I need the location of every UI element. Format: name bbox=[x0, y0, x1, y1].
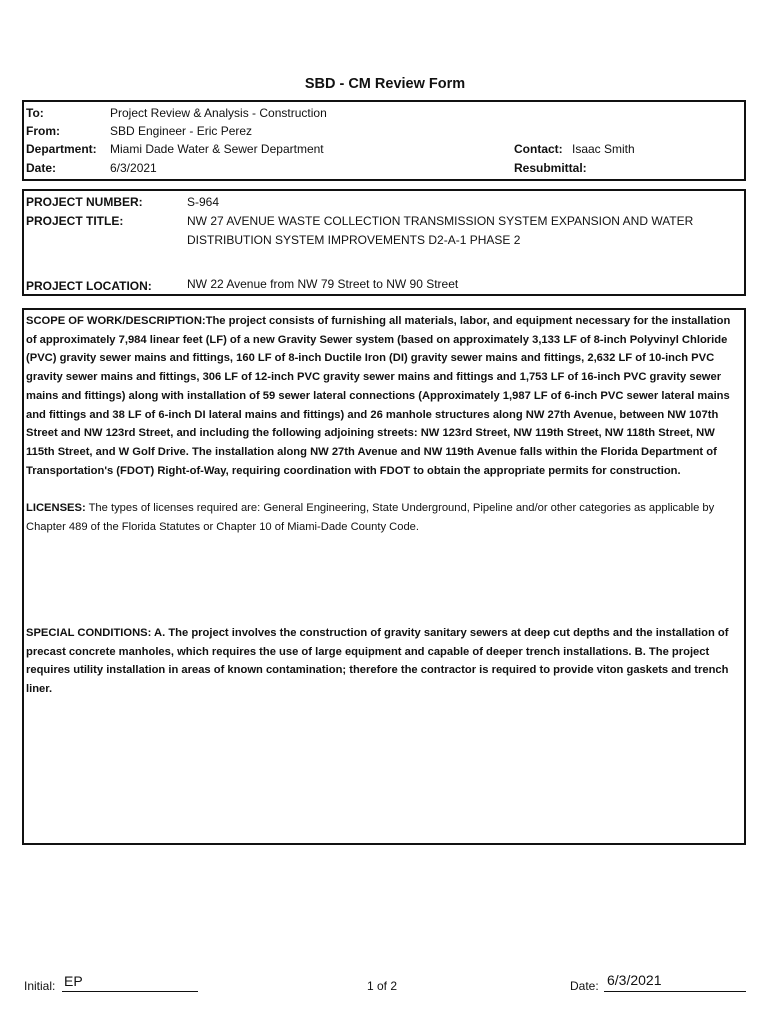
project-title-line1: NW 27 AVENUE WASTE COLLECTION TRANSMISSION SYSTEM EXPANSION AND WATER bbox=[187, 214, 694, 228]
special-conditions-paragraph bbox=[26, 624, 743, 699]
scope-text: The project consists of furnishing all materials, labor, and equipment necessary for the installation of approximately 7,984 linear feet (LF) of a new Gravity Sewer system (based on approximately 3,133 LF of 8-inch Polyvinyl Chloride (PVC) gravity sewer mains and fittings, 160 LF of 8-inch Ductile Iron (DI) gravity sewer mains and fittings, 2,632 LF of 10-inch PVC gravity sewer mains and fittings, 306 LF of 12-inch PVC gravity sewer mains and fittings and 1,753 LF of 16-inch PVC gravity sewer mains and fittings) along with installation of 59 sewer lateral connections (Approximately 1,987 LF of 6-inch PVC sewer lateral mains and fittings and 38 LF of 6-inch DI lateral mains and fittings) and 26 manhole structures along NW 27th Avenue, between NW 107th Street and NW 123rd Street, and including the following adjoining streets: NW 123rd Street, NW 119th Street, NW 118th Street, NW 115th Street, and W Golf Drive. The installation along NW 27th Avenue and NW 119th Avenue falls within the Florida Department of Transportation's (FDOT) Right-of-Way, requiring coordination with FDOT to obtain the appropriate permits for construction. bbox=[26, 315, 731, 477]
contact-value: Isaac Smith bbox=[572, 142, 635, 156]
date-label: Date: bbox=[26, 161, 57, 175]
licenses-text: The types of licenses required are: General Engineering, State Underground, Pipeline and/or other categories as applicable by Chapter 489 of the Florida Statutes or Chapter 10 of Miami-Dade County Code. bbox=[26, 502, 715, 533]
project-section bbox=[22, 189, 746, 296]
project-number-label: PROJECT NUMBER: bbox=[26, 195, 143, 209]
from-value: SBD Engineer - Eric Perez bbox=[110, 124, 253, 138]
footer-date-label: Date: bbox=[570, 979, 599, 993]
footer-date-value[interactable]: 6/3/2021 bbox=[607, 972, 662, 988]
project-location-value: NW 22 Avenue from NW 79 Street to NW 90 Street bbox=[187, 277, 459, 291]
date-value: 6/3/2021 bbox=[110, 161, 157, 175]
special-conditions-text: A. The project involves the construction of gravity sanitary sewers at deep cut depths and the installation of precast concrete manholes, which requires the use of large equipment and capable of deeper trench installations. B. The project requires utility installation in areas of known contamination; therefore the contractor is required to provide viton gaskets and trench liner. bbox=[26, 627, 729, 696]
special-conditions-label: SPECIAL CONDITIONS: bbox=[26, 627, 152, 639]
page-number: 1 of 2 bbox=[367, 979, 398, 993]
project-title-label: PROJECT TITLE: bbox=[26, 214, 124, 228]
scope-paragraph bbox=[26, 312, 743, 480]
to-value: Project Review & Analysis - Construction bbox=[110, 106, 327, 120]
department-label: Department: bbox=[26, 142, 97, 156]
project-number-value: S-964 bbox=[187, 195, 220, 209]
to-label: To: bbox=[26, 106, 44, 120]
scope-label: SCOPE OF WORK/DESCRIPTION: bbox=[26, 315, 206, 327]
header-section bbox=[22, 100, 746, 181]
footer-date-underline bbox=[604, 991, 746, 992]
contact-label: Contact: bbox=[514, 142, 563, 156]
initial-label: Initial: bbox=[24, 979, 56, 993]
initial-value[interactable]: EP bbox=[64, 973, 83, 989]
project-title-line2: DISTRIBUTION SYSTEM IMPROVEMENTS D2-A-1 PHASE 2 bbox=[187, 233, 521, 247]
initial-underline bbox=[62, 991, 198, 992]
scope-section bbox=[22, 308, 746, 845]
licenses-paragraph bbox=[26, 499, 743, 536]
form-title: SBD - CM Review Form bbox=[304, 76, 466, 92]
department-value: Miami Dade Water & Sewer Department bbox=[110, 142, 324, 156]
licenses-label: LICENSES: bbox=[26, 502, 86, 514]
from-label: From: bbox=[26, 124, 60, 138]
project-location-label: PROJECT LOCATION: bbox=[26, 279, 152, 293]
resubmittal-label: Resubmittal: bbox=[514, 161, 587, 175]
